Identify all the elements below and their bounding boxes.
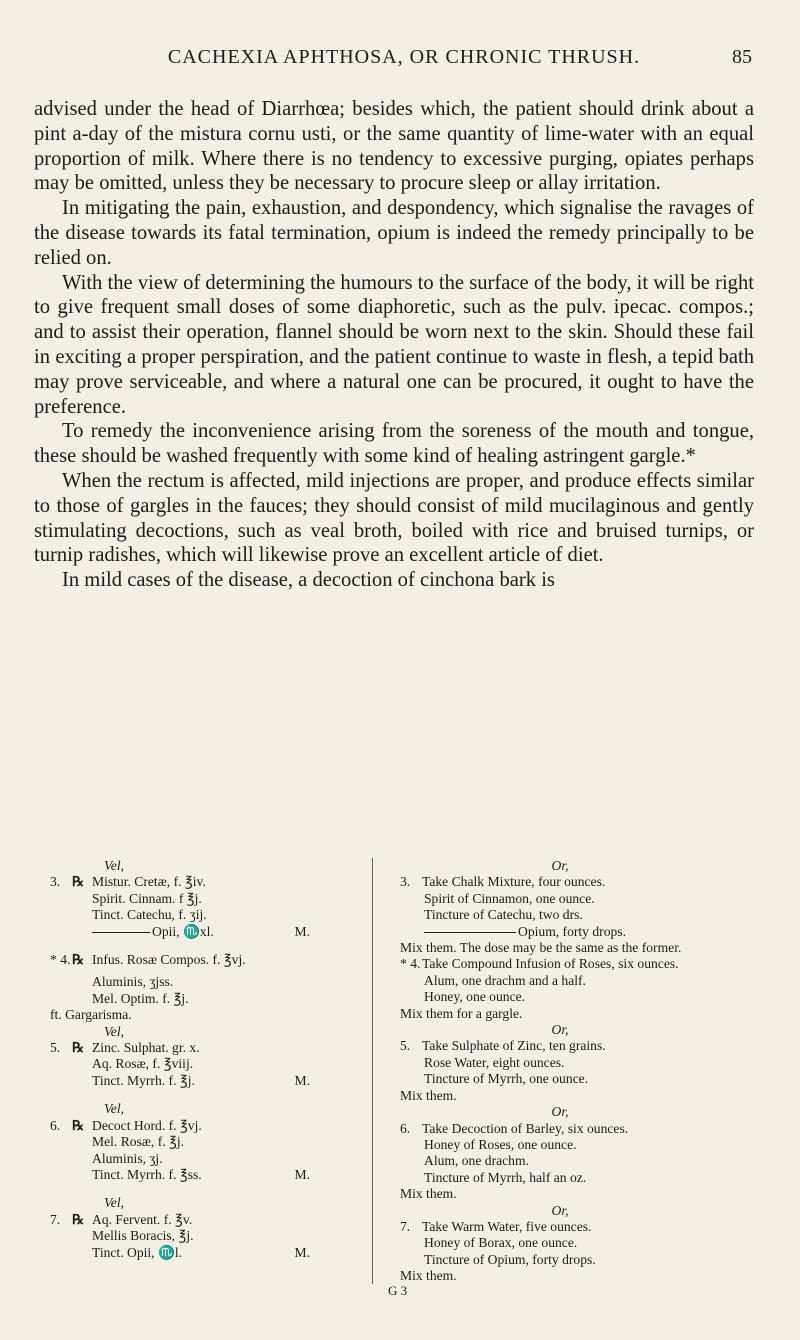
ditto-rule <box>424 932 516 933</box>
ingredient-line: Honey, one ounce. <box>424 989 526 1005</box>
ingredient-line: Decoct Hord. f. ℥vj. <box>92 1117 202 1133</box>
ingredient-line: Tinct. Myrrh. f. ℥ss. <box>92 1166 202 1182</box>
prescription-4-english <box>400 956 760 1022</box>
instruction-line: Mix them. <box>400 1186 457 1202</box>
prescription-number: 7. <box>50 1211 61 1227</box>
page-number: 85 <box>732 46 752 68</box>
main-text <box>34 97 754 593</box>
ingredient-line: Tincture of Myrrh, half an oz. <box>424 1169 587 1185</box>
misce-mark: M. <box>294 1166 310 1182</box>
fiat-abbrev: ft. <box>50 1007 62 1023</box>
ingredient-line: Tincture of Opium, forty drops. <box>424 1251 596 1267</box>
ingredient-line: Infus. Rosæ Compos. f. ℥vj. <box>92 952 246 968</box>
signature-mark: G 3 <box>388 1283 408 1298</box>
prescription-number: 6. <box>400 1120 411 1136</box>
ingredient-line: Alum, one drachm and a half. <box>424 972 586 988</box>
vel-label: Vel, <box>104 858 125 873</box>
ingredient-line: Take Decoction of Barley, six ounces. <box>422 1120 629 1136</box>
prescription-number: 3. <box>50 874 61 890</box>
ingredient-line: Honey of Roses, one ounce. <box>424 1136 577 1152</box>
ingredient-line: Mel. Optim. f. ℥j. <box>92 990 189 1006</box>
prescription-3-english <box>400 874 760 956</box>
ingredient-line: Take Warm Water, five ounces. <box>422 1218 592 1234</box>
instruction-line: Mix them. <box>400 1087 457 1103</box>
or-label: Or, <box>551 1022 569 1038</box>
paragraph: With the view of determining the humours to the surface of the body, it will be right to give frequent small doses of some diaphoretic, such as the pulv. ipecac. compos.; and to assist their operation, flannel should be worn next to the skin. Should these fail in exciting a proper perspiration, and the patient continue to waste in flesh, a tepid bath may prove serviceable, and where a natural one can be procured, it ought to have the preference. <box>34 271 754 418</box>
ingredient-line: Mellis Boracis, ℥j. <box>92 1228 194 1244</box>
paragraph: advised under the head of Diarrhœa; besides which, the patient should drink about a pint a-day of the mistura cornu usti, or the same quantity of lime-water with an equal proportion of milk. Where there is no tendency to excessive purging, opiates perhaps may be omitted, unless they be necessary to procure sleep or allay irritation. <box>34 98 754 195</box>
prescription-3-latin <box>50 874 350 940</box>
ingredient-line: Tinct. Myrrh. f. ℥j. <box>92 1072 195 1088</box>
running-header <box>116 46 752 76</box>
misce-mark: M. <box>294 1072 310 1088</box>
prescription-number: 5. <box>400 1038 411 1054</box>
ingredient-line: Take Chalk Mixture, four ounces. <box>422 874 606 890</box>
running-title: CACHEXIA APHTHOSA, OR CHRONIC THRUSH. <box>167 46 641 68</box>
prescription-5-english <box>400 1038 760 1104</box>
prescription-number: 3. <box>400 874 411 890</box>
ingredient-line: Aq. Rosæ, f. ℥viij. <box>92 1056 194 1072</box>
prescription-number: * 4. <box>50 952 71 968</box>
ingredient-line: Gargarisma. <box>65 1007 132 1023</box>
instruction-line: Mix them. The dose may be the same as the former. <box>400 940 682 956</box>
recipe-symbol: ℞ <box>72 1211 85 1227</box>
prescription-4-latin <box>50 952 350 1024</box>
ingredient-line: Alum, one drachm. <box>424 1153 529 1169</box>
recipe-symbol: ℞ <box>72 1117 85 1133</box>
column-divider <box>372 858 373 1284</box>
or-label: Or, <box>551 858 569 873</box>
ingredient-line: Take Sulphate of Zinc, ten grains. <box>422 1038 606 1054</box>
ingredient-line: Aq. Fervent. f. ℥v. <box>92 1211 193 1227</box>
recipe-symbol: ℞ <box>72 874 85 890</box>
ingredient-line: Tinct. Opii, ♏l. <box>92 1244 183 1260</box>
latin-prescriptions <box>50 858 350 1261</box>
english-translations <box>400 858 760 1285</box>
paragraph: In mild cases of the disease, a decoction of cinchona bark is <box>62 569 555 592</box>
ingredient-line: Tincture of Myrrh, one ounce. <box>424 1071 589 1087</box>
prescription-number: 7. <box>400 1218 411 1234</box>
recipe-symbol: ℞ <box>72 1040 85 1056</box>
instruction-line: Mix them. <box>400 1268 457 1284</box>
ingredient-line: Zinc. Sulphat. gr. x. <box>92 1040 200 1056</box>
ingredient-line: Rose Water, eight ounces. <box>424 1054 565 1070</box>
prescription-6-latin <box>50 1118 350 1184</box>
vel-label: Vel, <box>104 1195 125 1211</box>
or-label: Or, <box>551 1202 569 1218</box>
ingredient-line: Spirit. Cinnam. f ℥j. <box>92 890 202 906</box>
ingredient-line: Mel. Rosæ, f. ℥j. <box>92 1134 185 1150</box>
vel-label: Vel, <box>104 1023 125 1039</box>
ingredient-line: Tinct. Catechu, f. ʒij. <box>92 907 207 923</box>
ingredient-line: Take Compound Infusion of Roses, six ounces. <box>422 956 679 972</box>
ingredient-line: Opium, forty drops. <box>518 923 626 939</box>
prescription-7-latin <box>50 1212 350 1261</box>
prescription-7-english <box>400 1219 760 1285</box>
prescription-number: * 4. <box>400 956 421 972</box>
vel-label: Vel, <box>104 1101 125 1117</box>
paragraph: When the rectum is affected, mild injections are proper, and produce effects similar to those of gargles in the fauces; they should consist of mild mucilaginous and gently stimulating decoctions, such as veal broth, boiled with rice and bruised turnips, or turnip radishes, which will likewise prove an excellent article of diet. <box>34 469 754 567</box>
paragraph: In mitigating the pain, exhaustion, and despondency, which signalise the ravages of the disease towards its fatal termination, opium is indeed the remedy principally to be relied on. <box>34 197 754 269</box>
misce-mark: M. <box>294 923 310 939</box>
ingredient-line: Opii, ♏xl. <box>152 923 214 939</box>
recipe-symbol: ℞ <box>72 952 85 968</box>
ingredient-line: Spirit of Cinnamon, one ounce. <box>424 890 595 906</box>
misce-mark: M. <box>294 1244 310 1260</box>
ingredient-line: Mistur. Cretæ, f. ℥iv. <box>92 874 206 890</box>
ditto-rule <box>92 932 150 933</box>
ingredient-line: Tincture of Catechu, two drs. <box>424 907 583 923</box>
prescription-6-english <box>400 1121 760 1203</box>
prescription-number: 5. <box>50 1040 61 1056</box>
prescription-number: 6. <box>50 1117 61 1133</box>
ingredient-line: Honey of Borax, one ounce. <box>424 1235 578 1251</box>
ingredient-line: Aluminis, ʒj. <box>92 1150 163 1166</box>
ingredient-line: Aluminis, ʒjss. <box>92 974 174 990</box>
or-label: Or, <box>551 1104 569 1120</box>
paragraph: To remedy the inconvenience arising from the soreness of the mouth and tongue, these should be washed frequently with some kind of healing astringent gargle.* <box>34 420 754 468</box>
prescription-5-latin <box>50 1040 350 1089</box>
instruction-line: Mix them for a gargle. <box>400 1005 523 1021</box>
